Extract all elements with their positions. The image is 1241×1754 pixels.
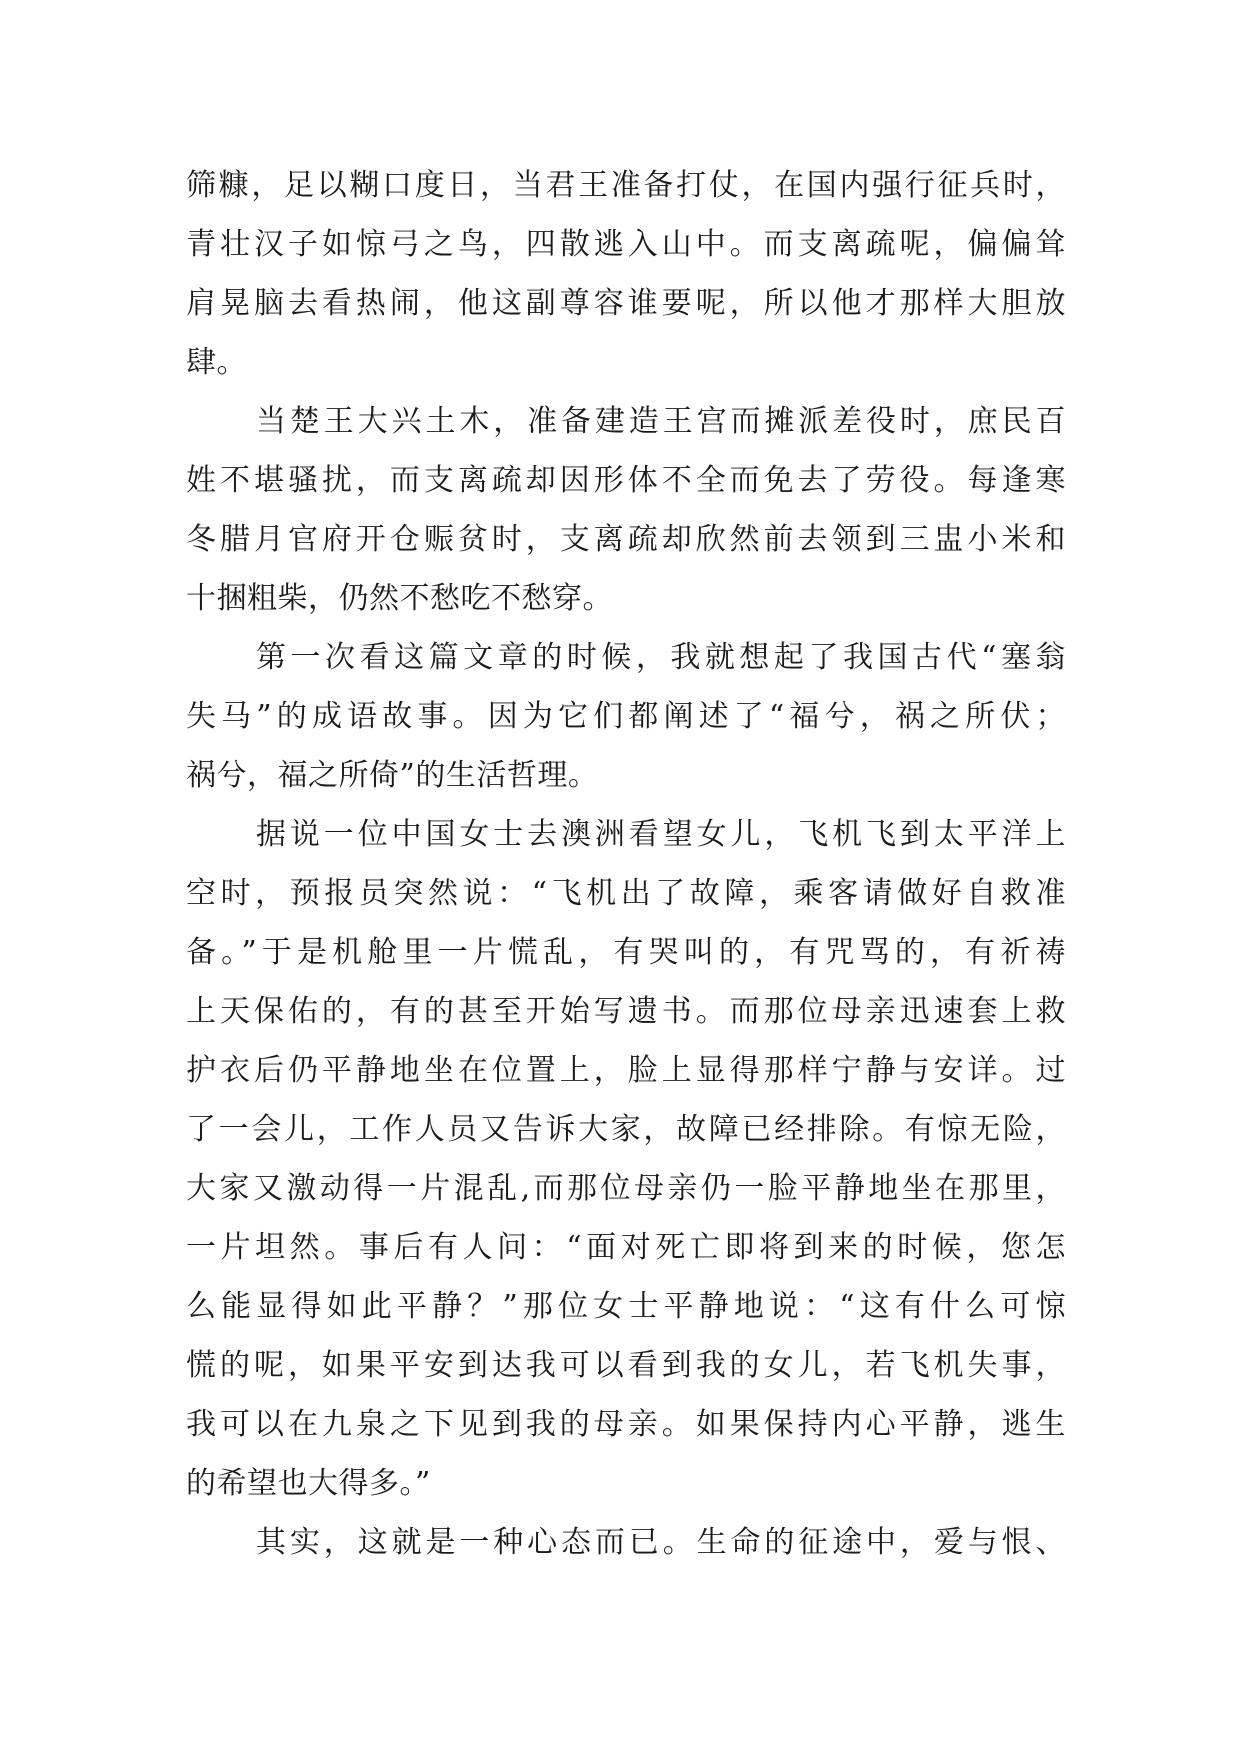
text-line: 姓不堪骚扰，而支离疏却因形体不全而免去了劳役。每逢寒 bbox=[186, 463, 1066, 498]
text-line: 冬腊月官府开仓赈贫时，支离疏却欣然前去领到三盅小米和 bbox=[186, 522, 1066, 557]
text-line: 备。”于是机舱里一片慌乱，有哭叫的，有咒骂的，有祈祷 bbox=[186, 935, 1066, 970]
text-line: 么能显得如此平静？”那位女士平静地说：“这有什么可惊 bbox=[186, 1289, 1066, 1324]
paragraph bbox=[186, 1513, 1066, 1572]
text-line: 筛糠，足以糊口度日，当君王准备打仗，在国内强行征兵时， bbox=[186, 168, 1066, 203]
text-line: 护衣后仍平静地坐在位置上，脸上显得那样宁静与安详。过 bbox=[186, 1053, 1066, 1088]
paragraph bbox=[186, 805, 1066, 1513]
text-line: 大家又激动得一片混乱,而那位母亲仍一脸平静地坐在那里， bbox=[186, 1171, 1066, 1206]
text-line: 的希望也大得多。” bbox=[186, 1466, 431, 1501]
text-line: 一片坦然。事后有人问：“面对死亡即将到来的时候，您怎 bbox=[186, 1230, 1066, 1265]
text-line: 祸兮，福之所倚”的生活哲理。 bbox=[186, 758, 599, 793]
text-line: 十捆粗柴，仍然不愁吃不愁穿。 bbox=[186, 581, 613, 616]
text-line: 据说一位中国女士去澳洲看望女儿，飞机飞到太平洋上 bbox=[256, 817, 1066, 852]
text-line: 肆。 bbox=[186, 345, 247, 380]
text-line: 青壮汉子如惊弓之鸟，四散逃入山中。而支离疏呢，偏偏耸 bbox=[186, 227, 1066, 262]
text-line: 肩晃脑去看热闹，他这副尊容谁要呢，所以他才那样大胆放 bbox=[186, 286, 1066, 321]
paragraph bbox=[186, 392, 1066, 628]
text-line: 第一次看这篇文章的时候，我就想起了我国古代“塞翁 bbox=[256, 640, 1066, 675]
text-line: 我可以在九泉之下见到我的母亲。如果保持内心平静，逃生 bbox=[186, 1407, 1066, 1442]
text-line: 上天保佑的，有的甚至开始写遗书。而那位母亲迅速套上救 bbox=[186, 994, 1066, 1029]
document-body bbox=[186, 156, 1066, 1572]
text-line: 其实，这就是一种心态而已。生命的征途中，爱与恨、 bbox=[256, 1525, 1066, 1560]
text-line: 慌的呢，如果平安到达我可以看到我的女儿，若飞机失事， bbox=[186, 1348, 1066, 1383]
text-line: 当楚王大兴土木，准备建造王宫而摊派差役时，庶民百 bbox=[256, 404, 1066, 439]
text-line: 空时，预报员突然说：“飞机出了故障，乘客请做好自救准 bbox=[186, 876, 1066, 911]
paragraph bbox=[186, 628, 1066, 805]
text-line: 失马”的成语故事。因为它们都阐述了“福兮，祸之所伏； bbox=[186, 699, 1066, 734]
text-line: 了一会儿，工作人员又告诉大家，故障已经排除。有惊无险， bbox=[186, 1112, 1066, 1147]
paragraph bbox=[186, 156, 1066, 392]
